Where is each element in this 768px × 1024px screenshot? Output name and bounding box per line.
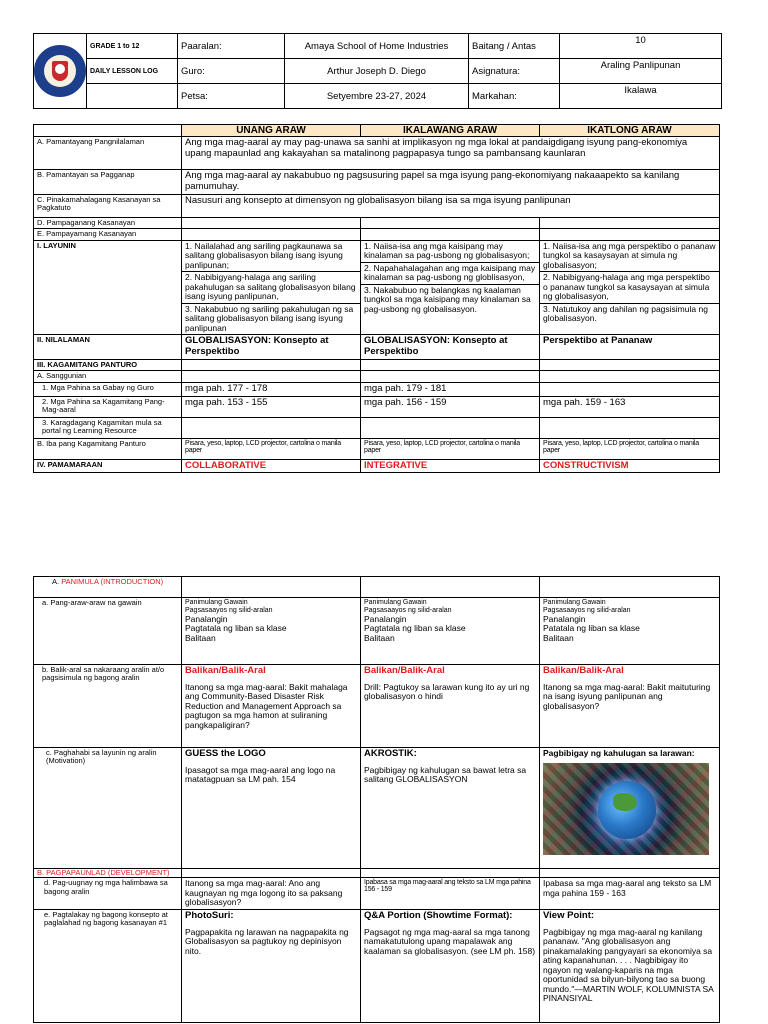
pagtalakay-d2-title: Q&A Portion (Showtime Format): [364, 909, 513, 921]
pagtalakay-d1-text: Pagpapakita ng larawan na nagpapakita ng Globalisasyon sa pagtukoy ng depinisyon nito. [185, 926, 349, 956]
gawain-d1-5: Balitaan [185, 632, 216, 643]
pag-uugnay-d1: Itanong sa mga mag-aaral: Ano ang kaugnayan ng mga logong ito sa paksang globalisasyon? [182, 878, 361, 910]
layunin-d3-2: 2. Nabibigyang-halaga ang mga perspektibo o pananaw tungkol sa kasaysayan at simula ng globalisasyon, [540, 272, 719, 304]
balik-d3 [540, 665, 720, 748]
gawain-d2-1: Panimulang Gawain [364, 599, 427, 606]
pagtalakay-label: e. Pagtalakay ng bagong konsepto at paglalahad ng bagong kasanayan #1 [34, 909, 182, 1022]
baitang-label: Baitang / Antas [469, 34, 560, 59]
paghahabi-d1 [182, 748, 361, 869]
day-2-header: IKALAWANG ARAW [361, 125, 540, 137]
layunin-d2-3: 3. Nakabubuo ng balangkas ng kaalaman tungkol sa mga kaisipang may kinalaman sa pag-usbong ng globalisasyon. [364, 284, 531, 314]
gawain-d1-3: Panalangin [185, 613, 228, 624]
pamantayan-pagganap-text: Ang mga mag-aaral ay nakabubuo ng pagsusuring papel sa mga isyung pang-ekonomiyang nakaaapekto sa kanilang pamumuhay. [182, 170, 720, 195]
pamantayang-pangnilalaman-label: A. Pamantayang Pangnilalaman [34, 137, 182, 170]
paaralan-label: Paaralan: [178, 34, 285, 59]
layunin-d1-2: 2. Nabibigyang-halaga ang sariling pakahulugan sa salitang globalisasyon bilang isang isyung panlipunan, [182, 272, 360, 304]
dll-label: DAILY LESSON LOG [87, 59, 178, 84]
layunin-d1-1: 1. Nailalahad ang sariling pagkaunawa sa salitang globalisasyon bilang isang isyung panlipunan; [182, 241, 360, 273]
iba-pang-label: B. Iba pang Kagamitang Panturo [34, 438, 182, 459]
nilalaman-label: II. NILALAMAN [34, 335, 182, 360]
gabay-label: 1. Mga Pahina sa Gabay ng Guro [34, 382, 182, 396]
paghahabi-d3 [540, 748, 720, 869]
deped-logo-icon [34, 45, 86, 97]
guro-label: Guro: [178, 59, 285, 84]
balik-d3-text: Itanong sa mga mag-aaral: Bakit maituturing na isang isyung panlipunan ang globalisasyon? [543, 681, 711, 711]
balik-d1-text: Itanong sa mga mag-aaral: Bakit mahalaga ang Community-Based Disaster Risk Reduction and Management Approach sa pagtugon sa mga hamon at suliraning pangkapaligiran? [185, 681, 348, 730]
balik-d2 [361, 665, 540, 748]
kagamitang-mag-label: 2. Mga Pahina sa Kagamitang Pang- Mag-aaral [34, 396, 182, 417]
paghahabi-d1-text: Ipasagot sa mga mag-aaral ang logo na matatagpuan sa LM pah. 154 [185, 764, 336, 785]
pamantayan-pagganap-label: B. Pamantayan sa Pagganap [34, 170, 182, 195]
guro-value: Arthur Joseph D. Diego [285, 59, 469, 84]
nilalaman-d2: GLOBALISASYON: Konsepto at Perspektibo [361, 335, 540, 360]
km-d1: mga pah. 153 - 155 [182, 396, 361, 417]
pamamaraan-d2: INTEGRATIVE [361, 459, 540, 473]
pamamaraan-d1: COLLABORATIVE [182, 459, 361, 473]
gawain-d1-2: Pagsasaayos ng silid-aralan [185, 606, 273, 614]
layunin-d1-3: 3. Nakabubuo ng sariling pakahulugan ng sa salitang globalisasyon bilang isang isyung panlipunan [185, 303, 354, 333]
pag-uugnay-label: d. Pag-uugnay ng mga halimbawa sa bagong aralin [34, 878, 182, 910]
layunin-d3-1: 1. Naiisa-isa ang mga perspektibo o pananaw tungkol sa kasaysayan at simula ng globalisasyon; [540, 241, 719, 273]
paghahabi-d2 [361, 748, 540, 869]
lesson-table-2 [33, 576, 720, 1023]
gawain-d2-2: Pagsasaayos ng silid-aralan [364, 606, 452, 614]
gawain-d3-3: Panalangin [543, 613, 586, 624]
km-d2: mga pah. 156 - 159 [361, 396, 540, 417]
gawain-d1-4: Pagtatala ng liban sa klase [185, 623, 287, 634]
balik-d1 [182, 665, 361, 748]
layunin-d3-3: 3. Natutukoy ang dahilan ng pagsisimula ng globalisasyon. [543, 303, 708, 324]
gabay-d2: mga pah. 179 - 181 [361, 382, 540, 396]
lesson-table-1 [33, 124, 720, 473]
layunin-label: I. LAYUNIN [34, 240, 182, 335]
pagtalakay-d3-title: View Point: [543, 909, 595, 921]
pinakamahalagang-label: C. Pinakamahalagang Kasanayan sa Pagkatuto [34, 195, 182, 218]
panimula-letter: A. [52, 577, 60, 586]
gabay-d1: mga pah. 177 - 178 [182, 382, 361, 396]
deped-seal [34, 34, 87, 109]
panimula-cell [34, 577, 182, 598]
gawain-d2-5: Balitaan [364, 632, 395, 643]
pamantayang-pangnilalaman-text: Ang mga mag-aaral ay may pag-unawa sa sanhi at implikasyon ng mga lokal at pandaigdigang isyung pang-ekonomiya upang mapaunlad ang kakayahan sa matalinong pagpapasya tungo sa pambansang kaunlaran [182, 137, 720, 170]
pamamaraan-label: IV. PAMAMARAAN [34, 459, 182, 473]
balik-aral-label: b. Balik-aral sa nakaraang aralin at/o pagsisimula ng bagong aralin [34, 665, 182, 748]
pag-uugnay-d3: Ipabasa sa mga mag-aaral ang teksto sa LM mga pahina 159 - 163 [540, 878, 720, 910]
panimula-label: PANIMULA (INTRODUCTION) [61, 577, 164, 586]
paghahabi-d1-title: GUESS the LOGO [185, 748, 266, 759]
pampayamang-label: E. Pampayamang Kasanayan [34, 229, 182, 240]
balik-d2-title: Balikan/Balik-Aral [364, 665, 445, 676]
gawain-d3-5: Balitaan [543, 632, 574, 643]
pagtalakay-d1-title: PhotoSuri: [185, 909, 234, 921]
sanggunian-label: A. Sanggunian [34, 371, 182, 382]
gawain-d3-4: Patatala ng liban sa klase [543, 623, 640, 634]
day-3-header: IKATLONG ARAW [540, 125, 720, 137]
pagtalakay-d1 [182, 909, 361, 1022]
pagpapaunlad-label: B. PAGPAPAUNLAD (DEVELOPMENT) [34, 869, 182, 878]
globalization-globe-image [543, 763, 709, 855]
asignatura-value: Araling Panlipunan [560, 59, 722, 84]
balik-d2-text: Drill: Pagtukoy sa larawan kung ito ay uri ng globalisasyon o hindi [364, 681, 530, 702]
pang-araw-label: a. Pang-araw-araw na gawain [34, 598, 182, 665]
kagamitang-label: III. KAGAMITANG PANTURO [34, 360, 182, 371]
pag-uugnay-d2: Ipabasa sa mga mag-aaral ang teksto sa LM mga pahina 156 - 159 [361, 878, 540, 910]
gawain-d3-2: Pagsasaayos ng silid-aralan [543, 606, 631, 614]
pamamaraan-d3: CONSTRUCTIVISM [540, 459, 720, 473]
pampaganang-label: D. Pampaganang Kasanayan [34, 218, 182, 229]
iba-d3: Pisara, yeso, laptop, LCD projector, cartolina o manila paper [540, 438, 720, 459]
header-table [33, 33, 722, 109]
baitang-value: 10 [560, 34, 722, 59]
pagtalakay-d3-text: Pagbibigay ng mga mag-aaral ng kanilang pananaw. "Ang globalisasyon ang pinakamalaking pangyayari sa ekonomiya sa ating kapanahunan. . . . Nagbibigay ito ngayon ng walang-kaparis na mga oportunidad sa bilyun-bilyong tao sa buong mundo."—MARTIN WOLF, KOLUMNISTA SA PINANSIYAL [543, 926, 714, 1004]
balik-d1-title: Balikan/Balik-Aral [185, 665, 266, 676]
gawain-d2-4: Pagtatala ng liban sa klase [364, 623, 466, 634]
gawain-d1-1: Panimulang Gawain [185, 599, 248, 606]
balik-d3-title: Balikan/Balik-Aral [543, 665, 624, 676]
gawain-d3 [540, 598, 720, 665]
gawain-d2-3: Panalangin [364, 613, 407, 624]
paghahabi-d3-title: Pagbibigay ng kahulugan sa larawan: [543, 748, 695, 758]
pagtalakay-d3 [540, 909, 720, 1022]
layunin-d2-2: 2. Napahahalagahan ang mga kaisipang may kinalaman sa pag-usbong ng globlisasyon, [361, 263, 539, 285]
markahan-label: Markahan: [469, 84, 560, 109]
pagtalakay-d2 [361, 909, 540, 1022]
paghahabi-label: c. Paghahabi sa layunin ng aralin (Motivation) [34, 748, 182, 869]
gawain-d3-1: Panimulang Gawain [543, 599, 606, 606]
pagtalakay-d2-text: Pagsagot ng mga mag-aaral sa mga tanong namakatutulong upang mapalawak ang kaalaman sa globalisasyon. (see LM ph. 158) [364, 926, 536, 956]
layunin-d2-1: 1. Naiisa-isa ang mga kaisipang may kinalaman sa pag-usbong ng globalisasyon; [361, 241, 539, 263]
day-1-header: UNANG ARAW [182, 125, 361, 137]
nilalaman-d1: GLOBALISASYON: Konsepto at Perspektibo [182, 335, 361, 360]
petsa-value: Setyembre 23-27, 2024 [285, 84, 469, 109]
iba-d2: Pisara, yeso, laptop, LCD projector, cartolina o manila paper [361, 438, 540, 459]
iba-d1: Pisara, yeso, laptop, LCD projector, cartolina o manila paper [182, 438, 361, 459]
pinakamahalagang-text: Nasusuri ang konsepto at dimensyon ng globalisasyon bilang isa sa mga isyung panlipunan [182, 195, 720, 218]
paaralan-value: Amaya School of Home Industries [285, 34, 469, 59]
gawain-d1 [182, 598, 361, 665]
paghahabi-d2-text: Pagbibigay ng kahulugan sa bawat letra sa salitang GLOBALISASYON [364, 764, 527, 785]
nilalaman-d3: Perspektibo at Pananaw [540, 335, 720, 360]
asignatura-label: Asignatura: [469, 59, 560, 84]
grade-label: GRADE 1 to 12 [87, 34, 178, 59]
petsa-label: Petsa: [178, 84, 285, 109]
markahan-value: Ikalawa [560, 84, 722, 109]
paghahabi-d2-title: AKROSTIK: [364, 748, 417, 759]
gawain-d2 [361, 598, 540, 665]
karagdagang-label: 3. Karagdagang Kagamitan mula sa portal ng Learning Resource [34, 417, 182, 438]
km-d3: mga pah. 159 - 163 [540, 396, 720, 417]
